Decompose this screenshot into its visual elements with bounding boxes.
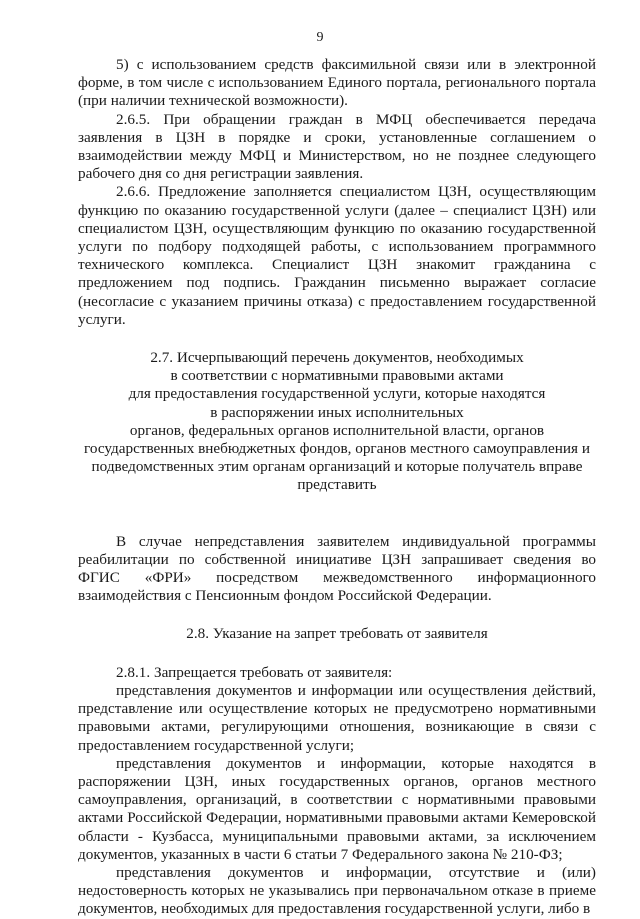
paragraph-prohibition-1: представления документов и информации или осуществления действий, представление или осуществление которых не предусмотрено нормативными правовыми актами, регулирующими отношения, возникающие в связи с предоставлением государственной услуги;	[78, 681, 596, 754]
paragraph-2-6-5: 2.6.5. При обращении граждан в МФЦ обеспечивается передача заявления в ЦЗН в порядке и сроки, установленные соглашением о взаимодействии между МФЦ и Министерством, но не позднее следующего рабочего дня со дня регистрации заявления.	[78, 110, 596, 183]
paragraph-2-7-body: В случае непредставления заявителем индивидуальной программы реабилитации по собственной инициативе ЦЗН запрашивает сведения во ФГИС «ФРИ» посредством межведомственного информационного взаимодействия с Пенсионным фондом Российской Федерации.	[78, 532, 596, 605]
heading-line: органов, федеральных органов исполнительной власти, органов	[129, 421, 545, 439]
heading-line: 2.7. Исчерпывающий перечень документов, необходимых	[150, 349, 524, 367]
paragraph-2-8-1: 2.8.1. Запрещается требовать от заявителя:	[116, 663, 393, 681]
heading-line: подведомственных этим органам организаций и которые получатель вправе	[91, 458, 583, 476]
paragraph-2-6-6: 2.6.6. Предложение заполняется специалистом ЦЗН, осуществляющим функцию по оказанию государственной услуги (далее – специалист ЦЗН) или специалистом ЦЗН, осуществляющим функцию по оказанию государственной услуги по подбору подходящей работы, с использованием программного технического комплекса. Специалист ЦЗН знакомит гражданина с предложением под подпись. Гражданин письменно выражает согласие (несогласие с указанием причины отказа) с предоставлением государственной услуги.	[78, 183, 596, 328]
paragraph-prohibition-2: представления документов и информации, которые находятся в распоряжении ЦЗН, иных государственных органов, органов местного самоуправления, организаций, в соответствии с нормативными правовыми актами Российской Федерации, нормативными правовыми актами Кемеровской области - Кузбасса, муниципальными правовыми актами, за исключением документов, указанных в части 6 статьи 7 Федерального закона № 210-ФЗ;	[78, 754, 596, 863]
page-number: 9	[316, 30, 324, 45]
paragraph-item-5: 5) с использованием средств факсимильной связи или в электронной форме, в том числе с использованием Единого портала, регионального портала (при наличии технической возможности).	[78, 56, 596, 110]
heading-line: представить	[297, 476, 377, 494]
section-heading-2-8: 2.8. Указание на запрет требовать от заявителя	[186, 625, 488, 643]
paragraph-prohibition-3: представления документов и информации, отсутствие и (или) недостоверность которых не указывались при первоначальном отказе в приеме документов, необходимых для предоставления государственной услуги, либо в	[78, 863, 596, 918]
heading-line: для предоставления государственной услуги, которые находятся	[128, 385, 546, 403]
heading-line: государственных внебюджетных фондов, органов местного самоуправления и	[84, 440, 590, 458]
section-heading-2-7	[78, 349, 596, 495]
heading-line: в соответствии с нормативными правовыми актами	[170, 367, 504, 385]
heading-line: в распоряжении иных исполнительных	[210, 403, 464, 421]
